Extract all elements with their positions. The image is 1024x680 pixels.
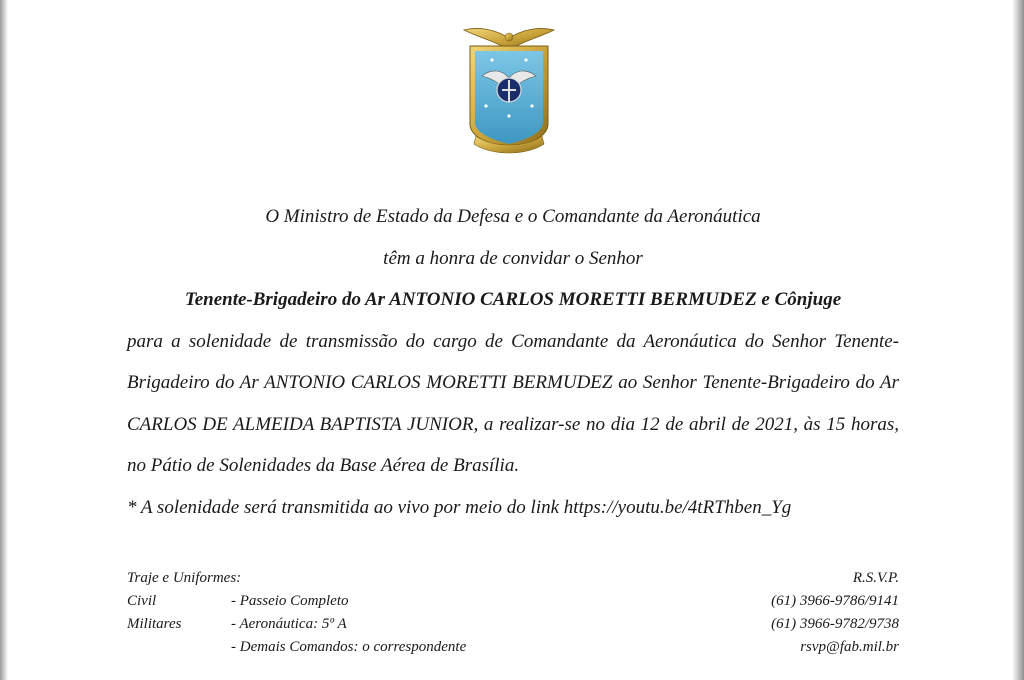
dress-civil-value: - Passeio Completo — [231, 593, 349, 609]
invitation-body: para a solenidade de transmissão do cargo de Comandante da Aeronáutica do Senhor Tenente-Brigadeiro do Ar ANTONIO CARLOS MORETTI BERMUDEZ ao Senhor Tenente-Brigadeiro do Ar CARLOS DE ALMEIDA BAPTISTA JUNIOR, a realizar-se no dia 12 de abril de 2021, às 15 horas, no Pátio de Solenidades da Base Aérea de Brasília. — [127, 330, 899, 476]
livestream-note: * A solenidade será transmitida ao vivo por meio do link https://youtu.be/4tRThben_Yg — [127, 496, 792, 518]
page-edge-shadow-left — [0, 0, 8, 680]
rsvp-phone-2: (61) 3966-9782/9738 — [771, 616, 899, 632]
dress-code-title: Traje e Uniformes: — [127, 570, 242, 586]
dress-other-value: - Demais Comandos: o correspondente — [231, 639, 467, 655]
invitation-text — [127, 196, 899, 528]
invitation-line-ministers: O Ministro de Estado da Defesa e o Comandante da Aeronáutica — [265, 206, 761, 227]
invitation-line-honor: têm a honra de convidar o Senhor — [383, 247, 643, 269]
dress-spacer — [127, 636, 231, 659]
page-edge-shadow-right — [1012, 0, 1024, 680]
dress-military-value: - Aeronáutica: 5º A — [231, 616, 347, 632]
dress-military-label: Militares — [127, 616, 182, 632]
rsvp-phone-1: (61) 3966-9786/9141 — [771, 593, 899, 609]
rsvp-email: rsvp@fab.mil.br — [800, 639, 899, 655]
rsvp-title: R.S.V.P. — [852, 570, 899, 586]
invitation-footer — [127, 567, 899, 659]
invitee-name: Tenente-Brigadeiro do Ar ANTONIO CARLOS MORETTI BERMUDEZ e Cônjuge — [184, 289, 842, 310]
dress-civil-label: Civil — [127, 593, 157, 609]
fab-emblem-icon — [462, 24, 556, 160]
